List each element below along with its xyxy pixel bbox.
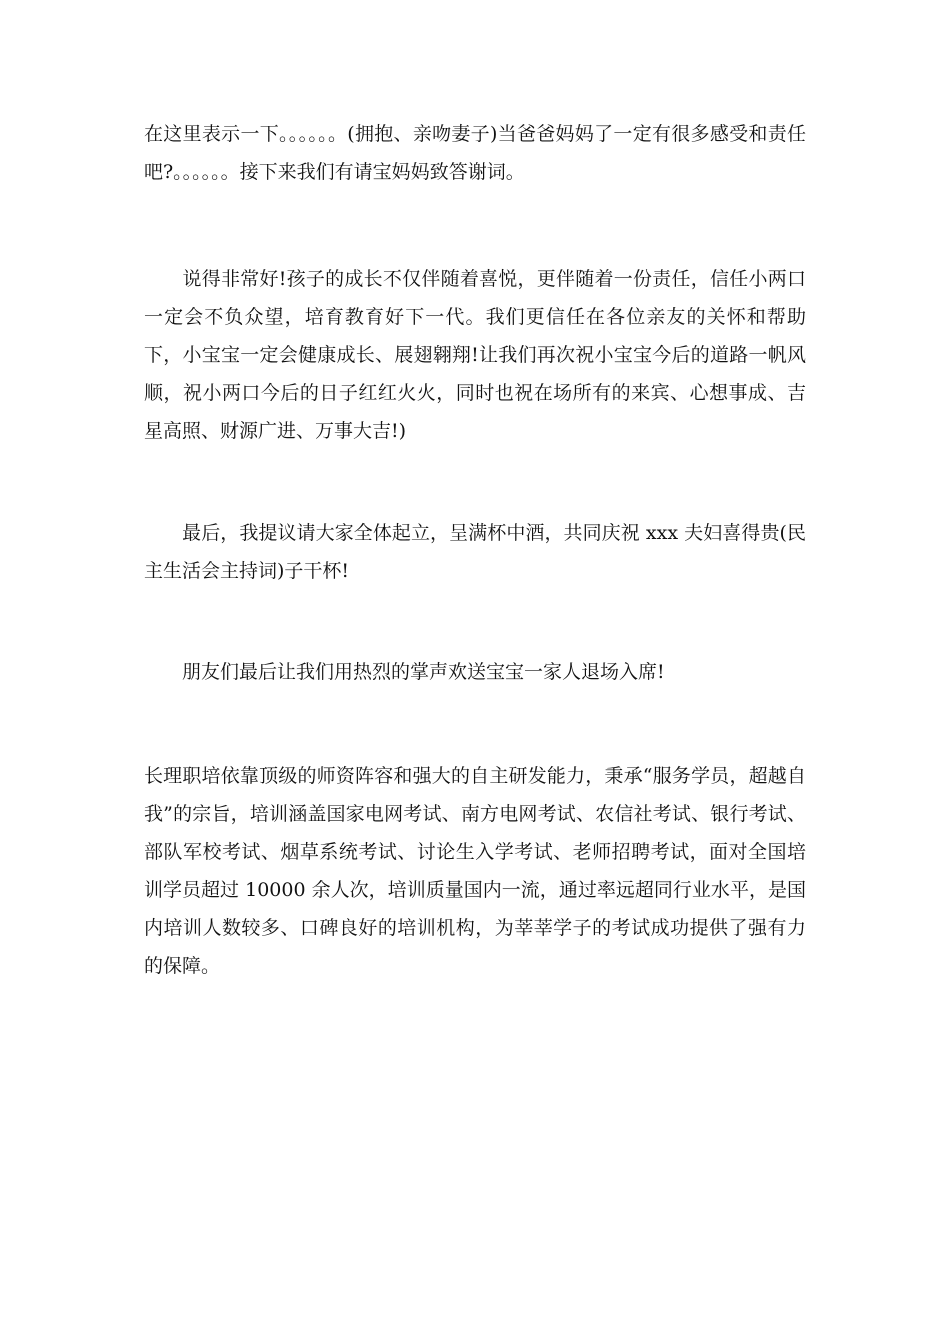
paragraph-advertisement: 长理职培依靠顶级的师资阵容和强大的自主研发能力，秉承“服务学员，超越自我”的宗旨，培训涵盖国家电网考试、南方电网考试、农信社考试、银行考试、部队军校考试、烟草系统考试、讨论生入学考试、老师招聘考试，面对全国培训学员超过 10000 余人次，培训质量国内一流，通过率远超同行业水平，是国内培训人数较多、口碑良好的培训机构，为莘莘学子的考试成功提供了强有力的保障。 xyxy=(144,765,806,977)
paragraph-blessing: 说得非常好!孩子的成长不仅伴随着喜悦，更伴随着一份责任，信任小两口一定会不负众望，培育教育好下一代。我们更信任在各位亲友的关怀和帮助下，小宝宝一定会健康成长、展翅翱翔!让我们再次祝小宝宝今后的道路一帆风顺，祝小两口今后的日子红红火火，同时也祝在场所有的来宾、心想事成、吉星高照、财源广进、万事大吉!) xyxy=(144,268,806,442)
paragraph-opening: 在这里表示一下。。。。。。(拥抱、亲吻妻子)当爸爸妈妈了一定有很多感受和责任吧?。。。。。。接下来我们有请宝妈妈致答谢词。 xyxy=(144,123,806,183)
paragraph-toast: 最后，我提议请大家全体起立，呈满杯中酒，共同庆祝 xxx 夫妇喜得贵(民主生活会主持词)子干杯! xyxy=(144,522,806,582)
paragraph-farewell: 朋友们最后让我们用热烈的掌声欢送宝宝一家人退场入席! xyxy=(144,661,665,683)
